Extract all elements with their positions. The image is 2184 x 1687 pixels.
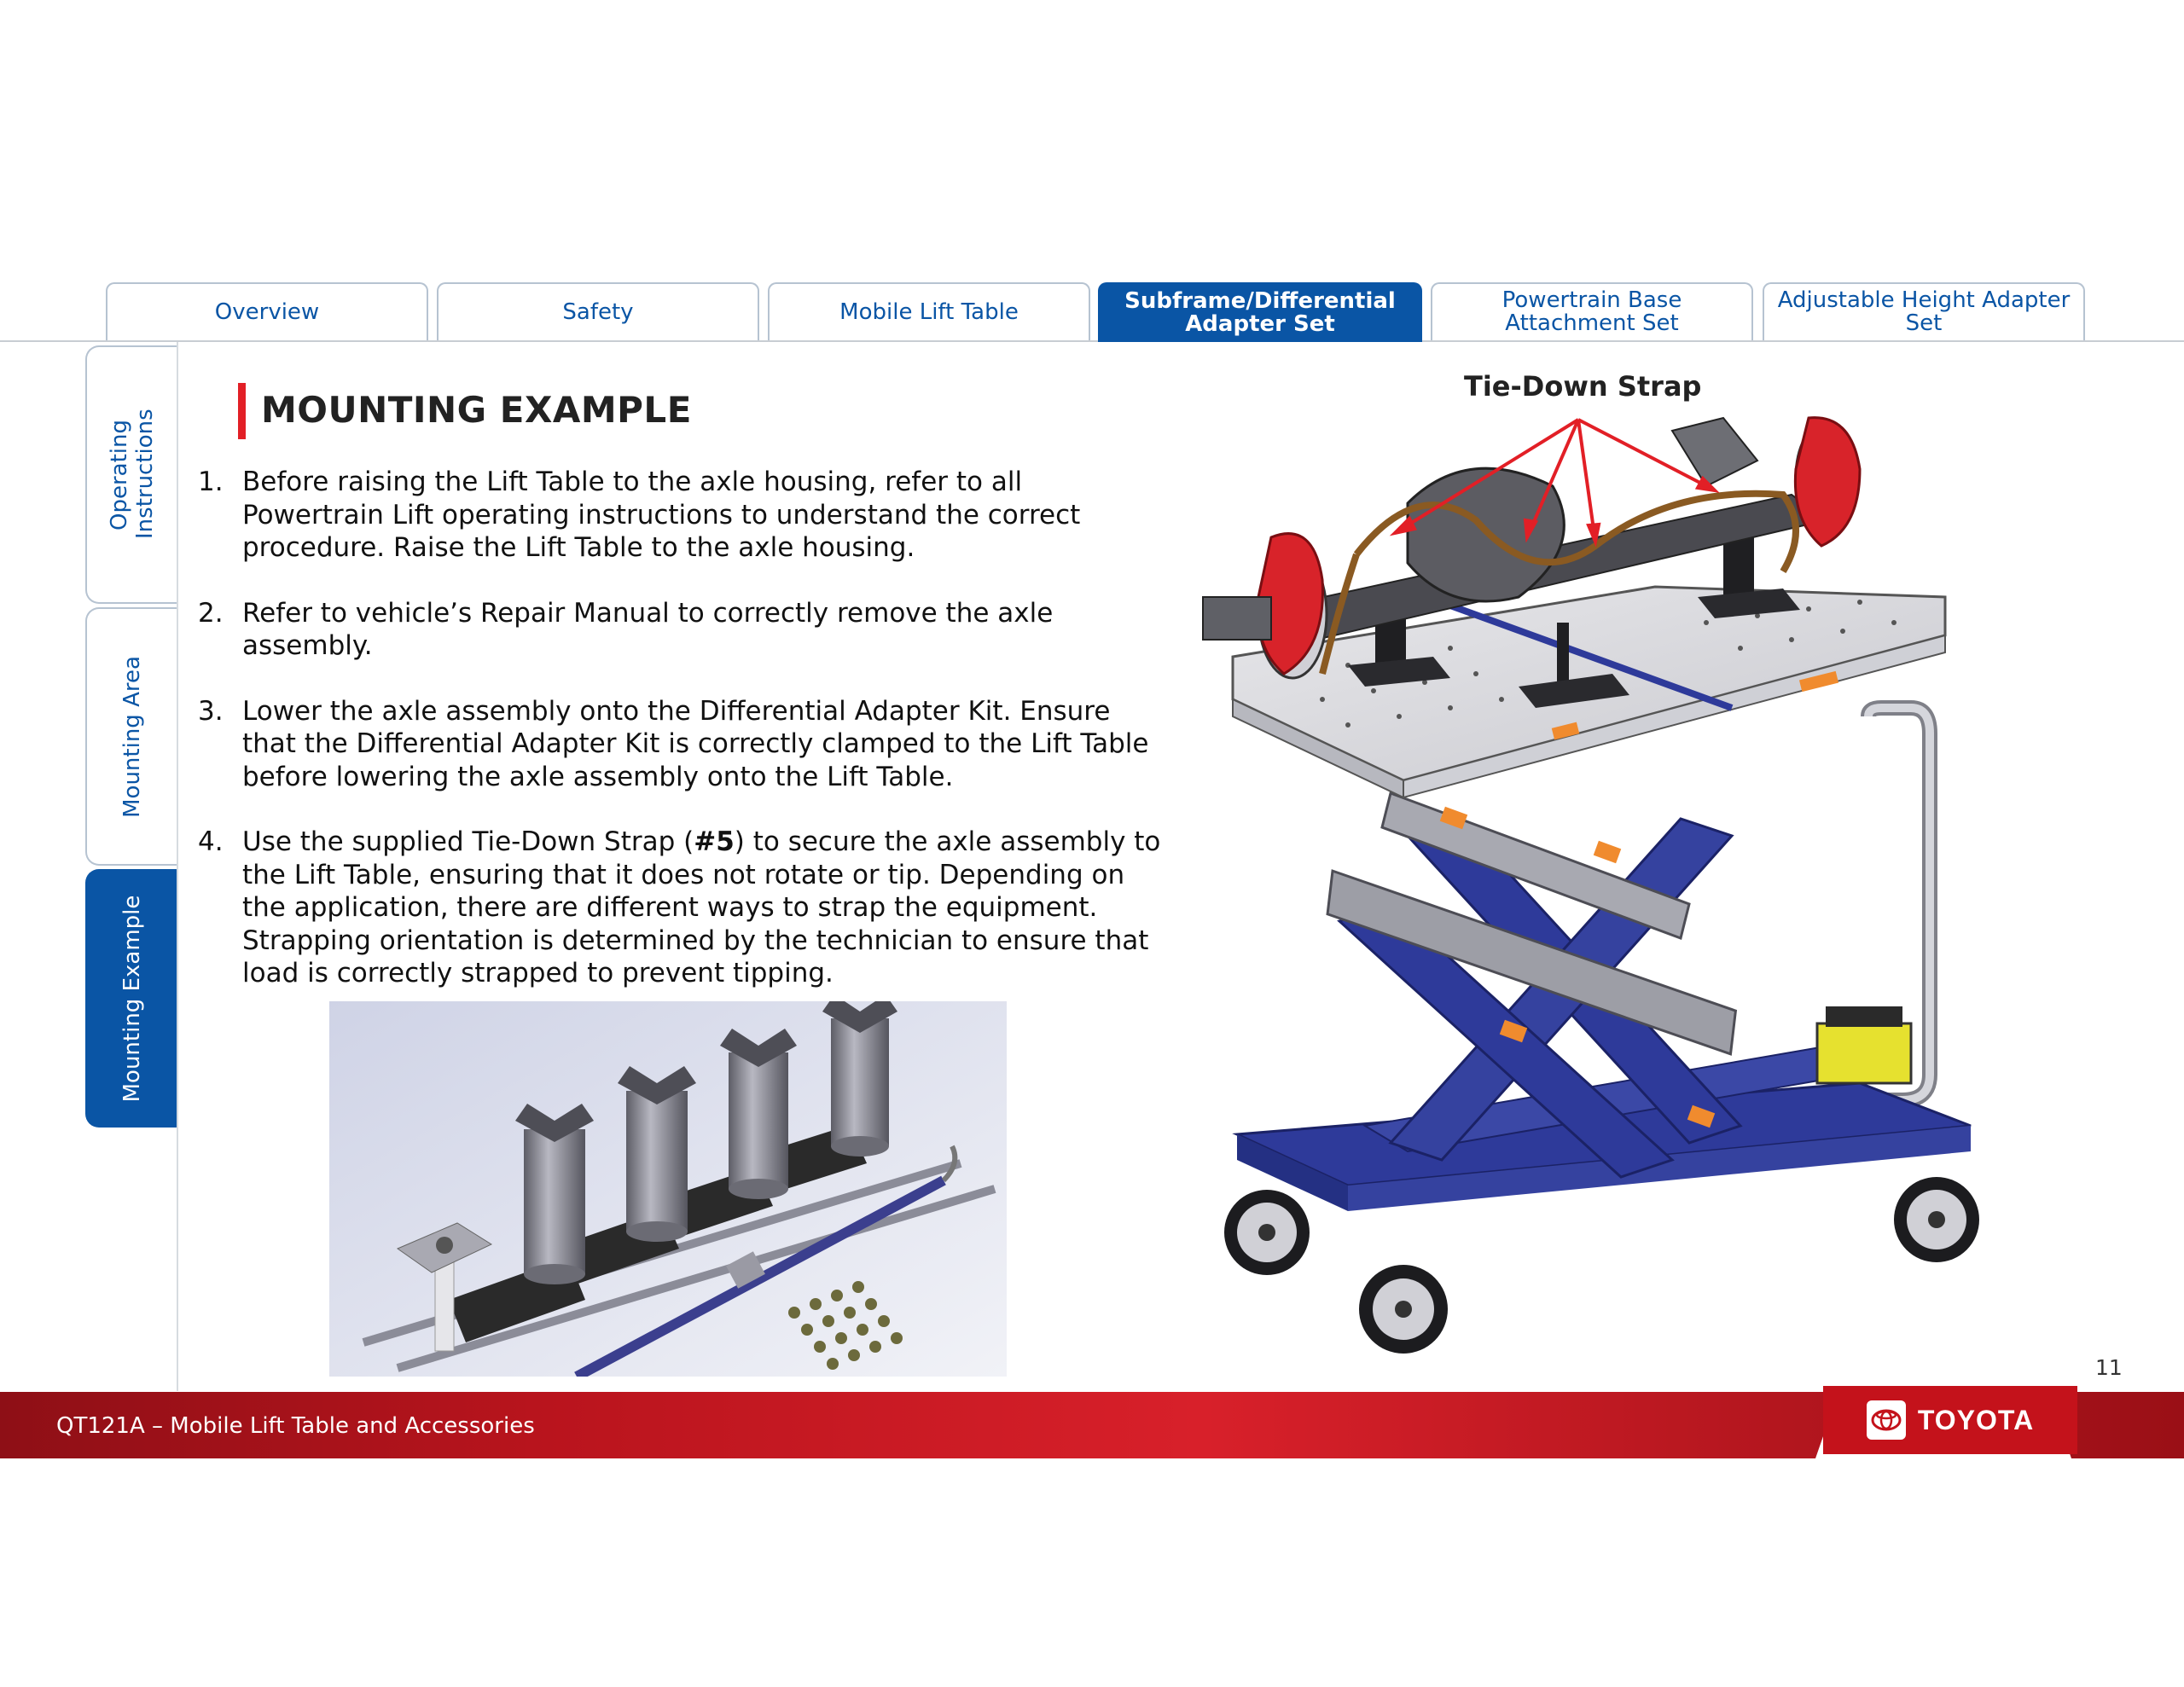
step-number: 3. <box>198 695 224 727</box>
tab-subframe-differential-adapter-set[interactable]: Subframe/Differential Adapter Set <box>1098 282 1422 342</box>
adapter-kit-illustration <box>329 1001 1007 1377</box>
step-text: Before raising the Lift Table to the axle housing, refer to all Powertrain Lift operating instructions to understand the correct procedure. Raise the Lift Table to the axle housing. <box>242 467 1081 563</box>
toyota-logo <box>1823 1386 2077 1454</box>
side-tab-operating-instructions[interactable] <box>85 345 177 604</box>
step-text: Lower the axle assembly onto the Differential Adapter Kit. Ensure that the Differential Adapter Kit is correctly clamped to the Lift Table before lowering the axle assembly onto the Lift Table. <box>242 695 1149 792</box>
list-item <box>198 466 1170 565</box>
side-tab-label: Mounting Example <box>119 895 145 1102</box>
instruction-list <box>198 466 1170 1023</box>
tab-adjustable-height-adapter-set[interactable]: Adjustable Height Adapter Set <box>1763 282 2085 340</box>
lift-table-illustration <box>1194 392 2048 1371</box>
list-item <box>198 826 1170 990</box>
heading-accent-bar <box>238 383 246 439</box>
step-number: 1. <box>198 467 224 497</box>
step-text <box>242 826 1160 988</box>
tab-mobile-lift-table[interactable]: Mobile Lift Table <box>768 282 1090 340</box>
side-tab-label: Operating Instructions <box>107 408 158 539</box>
step-text-part: Use the supplied Tie-Down Strap ( <box>242 826 694 857</box>
tab-overview[interactable]: Overview <box>106 282 428 340</box>
step-number: 4. <box>198 826 224 857</box>
step-text: Refer to vehicle’s Repair Manual to correctly remove the axle assembly. <box>242 597 1054 661</box>
side-tab-mounting-example[interactable] <box>85 869 177 1128</box>
step-number: 2. <box>198 597 224 629</box>
step-text-part: ) to secure the axle assembly to the Lift Table, ensuring that it does not rotate or tip. Depending on the application, there are different ways to strap the equipment. Strapping orientation is determined by the technician to ensure that load is correctly strapped to prevent tipping. <box>242 826 1161 988</box>
toyota-emblem-icon <box>1867 1400 1906 1440</box>
page-number: 11 <box>2095 1355 2123 1380</box>
page-title: MOUNTING EXAMPLE <box>261 389 692 431</box>
side-tab-mounting-area[interactable] <box>85 607 177 866</box>
tabs-baseline <box>0 340 2184 342</box>
side-divider <box>177 342 178 1391</box>
list-item <box>198 695 1170 794</box>
footer-course-title: QT121A – Mobile Lift Table and Accessories <box>56 1413 535 1439</box>
list-item <box>198 597 1170 663</box>
tab-safety[interactable]: Safety <box>437 282 759 340</box>
tie-down-strap-callout: Tie-Down Strap <box>1464 370 1702 403</box>
tab-powertrain-base-attachment-set[interactable]: Powertrain Base Attachment Set <box>1431 282 1753 340</box>
brand-wordmark: TOYOTA <box>1917 1404 2035 1435</box>
side-tab-label: Mounting Area <box>119 655 145 818</box>
step-bold-ref: #5 <box>694 826 735 857</box>
